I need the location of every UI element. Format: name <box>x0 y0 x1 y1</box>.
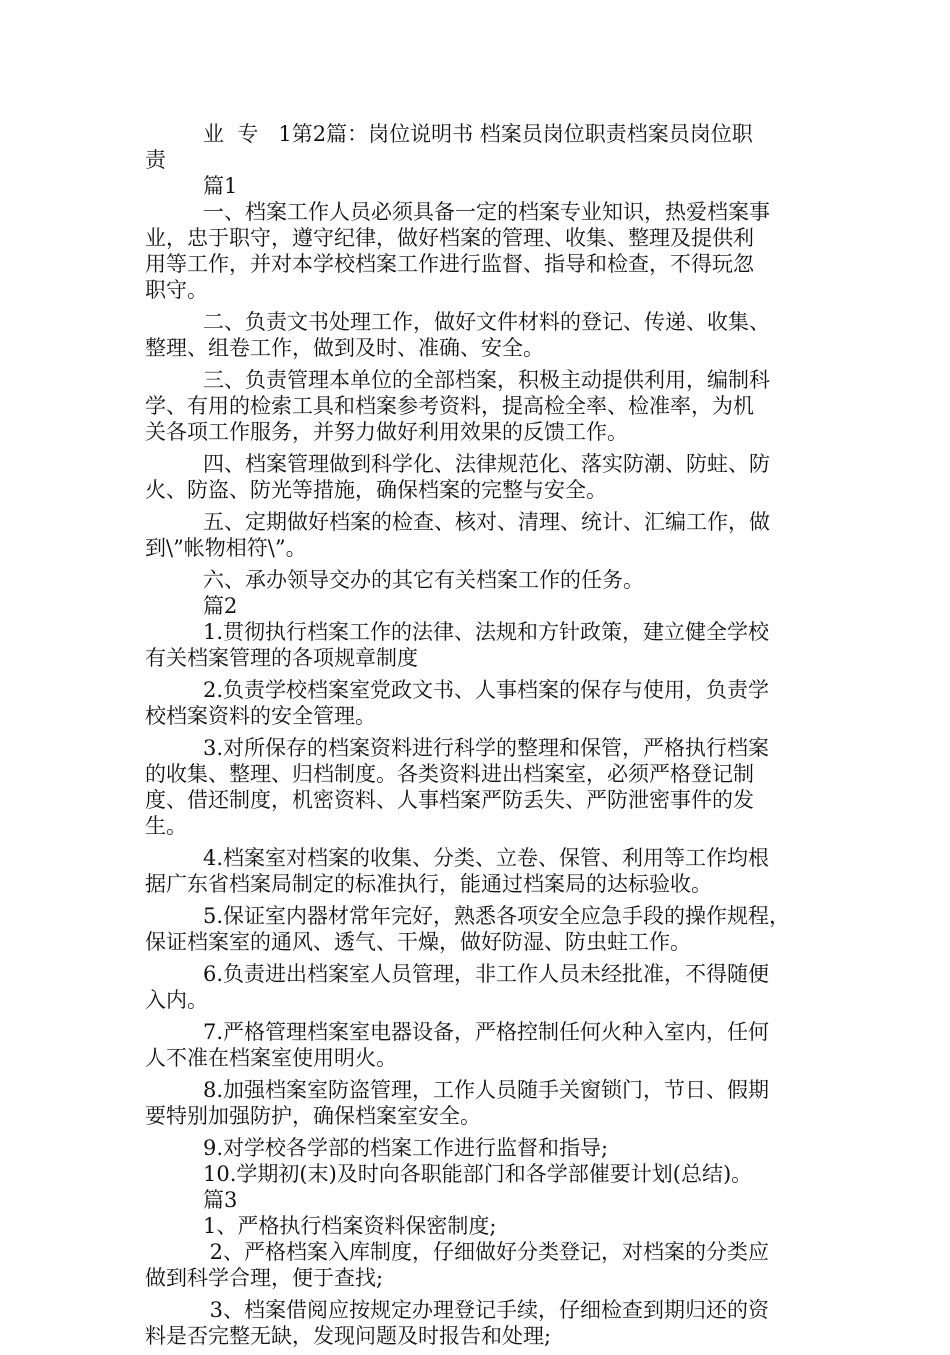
paragraph-first-line: 三、负责管理本单位的全部档案，积极主动提供利用，编制科 <box>203 368 770 392</box>
paragraph-first-line: 五、定期做好档案的检查、核对、清理、统计、汇编工作，做 <box>203 510 770 534</box>
section-title: 篇1 <box>203 174 238 198</box>
paragraph-line: 业，忠于职守，遵守纪律，做好档案的管理、收集、整理及提供利 <box>145 226 754 250</box>
document-heading: 业 专 1第2篇：岗位说明书 档案员岗位职责档案员岗位职 <box>203 122 753 146</box>
paragraph-line: 入内。 <box>145 988 208 1012</box>
paragraph-line: 整理、组卷工作，做到及时、准确、安全。 <box>145 336 544 360</box>
paragraph-line: 火、防盗、防光等措施，确保档案的完整与安全。 <box>145 478 607 502</box>
paragraph-spacer <box>145 1349 807 1355</box>
paragraph-first-line: 四、档案管理做到科学化、法律规范化、落实防潮、防蛀、防 <box>203 452 770 476</box>
paragraph-first-line: 3、档案借阅应按规定办理登记手续，仔细检查到期归还的资 <box>203 1298 770 1322</box>
paragraph-line: 有关档案管理的各项规章制度 <box>145 646 418 670</box>
paragraph-first-line: 10.学期初(末)及时向各职能部门和各学部催要计划(总结)。 <box>203 1162 753 1186</box>
paragraph-line: 校档案资料的安全管理。 <box>145 704 376 728</box>
paragraph-line: 保证档案室的通风、透气、干燥，做好防湿、防虫蛀工作。 <box>145 930 691 954</box>
paragraph-line: 的收集、整理、归档制度。各类资料进出档案室，必须严格登记制 <box>145 762 754 786</box>
paragraph-first-line: 6.负责进出档案室人员管理，非工作人员未经批准，不得随便 <box>203 962 770 986</box>
paragraph-first-line: 1.贯彻执行档案工作的法律、法规和方针政策，建立健全学校 <box>203 620 770 644</box>
paragraph-first-line: 1、严格执行档案资料保密制度; <box>203 1214 497 1238</box>
document-body <box>145 121 807 1355</box>
paragraph-line: 据广东省档案局制定的标准执行，能通过档案局的达标验收。 <box>145 872 712 896</box>
paragraph-first-line: 9.对学校各学部的档案工作进行监督和指导; <box>203 1136 609 1160</box>
paragraph-line: 到\”帐物相符\”。 <box>145 536 307 560</box>
paragraph-line: 度、借还制度，机密资料、人事档案严防丢失、严防泄密事件的发 <box>145 788 754 812</box>
paragraph-first-line: 3.对所保存的档案资料进行科学的整理和保管，严格执行档案 <box>203 736 770 760</box>
section-title: 篇2 <box>203 594 238 618</box>
paragraph-first-line: 六、承办领导交办的其它有关档案工作的任务。 <box>203 568 644 592</box>
paragraph-line: 用等工作，并对本学校档案工作进行监督、指导和检查，不得玩忽 <box>145 252 754 276</box>
paragraph-first-line: 二、负责文书处理工作，做好文件材料的登记、传递、收集、 <box>203 310 770 334</box>
paragraph-first-line: 一、档案工作人员必须具备一定的档案专业知识，热爱档案事 <box>203 200 770 224</box>
paragraph-line: 生。 <box>145 814 187 838</box>
paragraph-line: 料是否完整无缺，发现问题及时报告和处理; <box>145 1324 552 1348</box>
paragraph-first-line: 5.保证室内器材常年完好，熟悉各项安全应急手段的操作规程， <box>203 904 791 928</box>
paragraph-line: 职守。 <box>145 278 208 302</box>
paragraph-first-line: 2、严格档案入库制度，仔细做好分类登记，对档案的分类应 <box>203 1240 770 1264</box>
paragraph-first-line: 7.严格管理档案室电器设备，严格控制任何火种入室内，任何 <box>203 1020 770 1044</box>
paragraph-first-line: 2.负责学校档案室党政文书、人事档案的保存与使用，负责学 <box>203 678 770 702</box>
section-title: 篇3 <box>203 1188 238 1212</box>
paragraph-line: 学、有用的检索工具和档案参考资料，提高检全率、检准率，为机 <box>145 394 754 418</box>
paragraph-first-line: 4.档案室对档案的收集、分类、立卷、保管、利用等工作均根 <box>203 846 770 870</box>
paragraph-line: 人不准在档案室使用明火。 <box>145 1046 397 1070</box>
paragraph-line: 做到科学合理，便于查找; <box>145 1266 384 1290</box>
document-heading-continuation: 责 <box>145 148 166 172</box>
paragraph-line: 要特别加强防护，确保档案室安全。 <box>145 1104 481 1128</box>
paragraph-line: 关各项工作服务，并努力做好利用效果的反馈工作。 <box>145 420 628 444</box>
paragraph-first-line: 8.加强档案室防盗管理，工作人员随手关窗锁门，节日、假期 <box>203 1078 770 1102</box>
